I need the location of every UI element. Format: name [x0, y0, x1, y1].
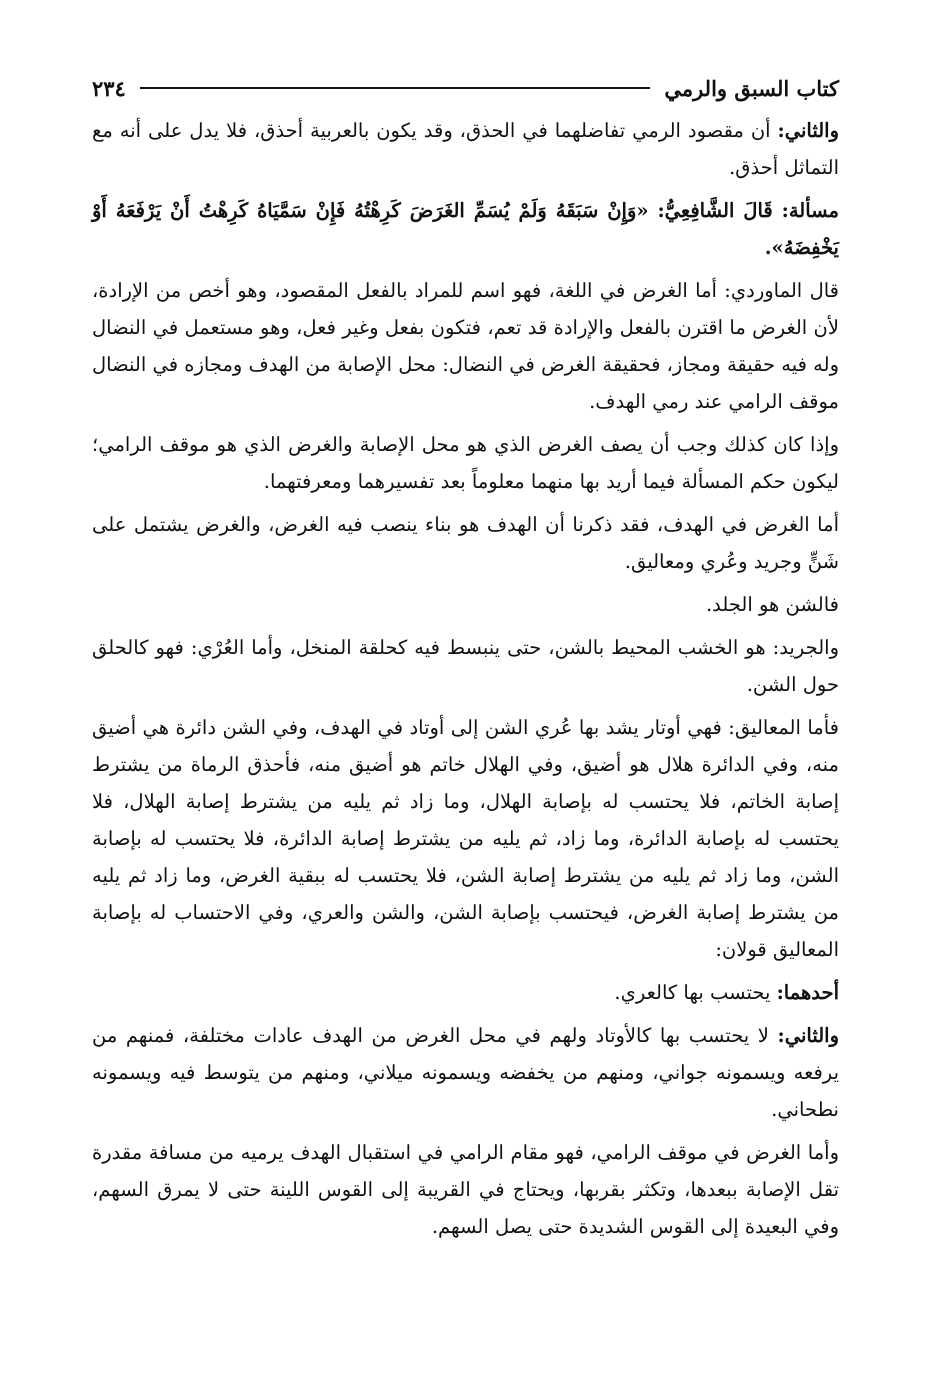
paragraph-text: فأما المعاليق: فهي أوتار يشد بها عُري الشن إلى أوتاد في الهدف، وفي الشن دائرة هي أضيق منه، وفي الدائرة هلال هو أضيق، وفي الهلال خاتم هو أضيق منه، فأحذق الرماة من يشترط إصابة الخاتم، فلا يحتسب له بإصابة الهلال، وما زاد ثم يليه من يشترط إصابة الهلال، فلا يحتسب له بإصابة الدائرة، وما زاد، ثم يليه من يشترط إصابة الدائرة، فلا يحتسب له بإصابة الشن، وما زاد ثم يليه من يشترط إصابة الشن، فلا يحتسب له ببقية الغرض، وما زاد ثم يليه من يشترط إصابة الغرض، فيحتسب بإصابة الشن، والشن والعري، وفي الاحتساب له بإصابة المعاليق قولان:	[92, 716, 839, 961]
paragraph	[92, 974, 839, 1011]
paragraph	[92, 426, 839, 500]
page-number: ٢٣٤	[92, 75, 126, 101]
paragraph	[92, 629, 839, 703]
header-rule	[140, 87, 651, 89]
paragraph-text: «وَإِنْ سَبَقَهُ وَلَمْ يُسَمِّ الغَرَضَ كَرِهْتُهُ فَإِنْ سَمَّيَاهُ كَرِهْتُ أَنْ يَرْفَعَهُ أَوْ يَخْفِضَهُ».	[92, 199, 839, 259]
paragraph-text: وإذا كان كذلك وجب أن يصف الغرض الذي هو محل الإصابة والغرض الذي هو موقف الرامي؛ ليكون حكم المسألة فيما أريد بها منهما معلوماً بعد تفسيرهما ومعرفتهما.	[92, 433, 839, 493]
paragraph	[92, 506, 839, 580]
paragraph-text: يحتسب بها كالعري.	[614, 981, 777, 1004]
paragraph	[92, 1134, 839, 1245]
paragraph-text: فالشن هو الجلد.	[705, 593, 839, 616]
paragraph-lead: والثاني:	[777, 119, 839, 142]
paragraph-lead: والثاني:	[777, 1024, 839, 1047]
page-header	[92, 70, 839, 106]
paragraph	[92, 192, 839, 266]
paragraph-text: لا يحتسب بها كالأوتاد ولهم في محل الغرض من الهدف عادات مختلفة، فمنهم من يرفعه ويسمونه جواني، ومنهم من يخفضه ويسمونه ميلاني، ومنهم من يتوسط فيه ويسمونه نطحاني.	[92, 1024, 839, 1121]
paragraph-text: وأما الغرض في موقف الرامي، فهو مقام الرامي في استقبال الهدف يرميه من مسافة مقدرة تقل الإصابة ببعدها، وتكثر بقربها، ويحتاج في القريبة إلى القوس اللينة حتى لا يمرق السهم، وفي البعيدة إلى القوس الشديدة حتى يصل السهم.	[92, 1141, 839, 1238]
paragraph	[92, 272, 839, 420]
paragraph-text: أما الغرض في الهدف، فقد ذكرنا أن الهدف هو بناء ينصب فيه الغرض، والغرض يشتمل على شَنٍّ وجريد وعُري ومعاليق.	[92, 513, 839, 573]
paragraph	[92, 709, 839, 968]
page-body	[92, 112, 839, 1245]
paragraph-text: والجريد: هو الخشب المحيط بالشن، حتى ينبسط فيه كحلقة المنخل، وأما العُرْي: فهو كالحلق حول الشن.	[92, 636, 839, 696]
paragraph	[92, 112, 839, 186]
paragraph-text: أن مقصود الرمي تفاضلهما في الحذق، وقد يكون بالعربية أحذق، فلا يدل على أنه مع التماثل أحذق.	[92, 119, 839, 179]
paragraph	[92, 1017, 839, 1128]
paragraph-lead: أحدهما:	[776, 981, 839, 1004]
paragraph	[92, 586, 839, 623]
paragraph-text: قال الماوردي: أما الغرض في اللغة، فهو اسم للمراد بالفعل المقصود، وهو أخص من الإرادة، لأن الغرض ما اقترن بالفعل والإرادة قد تعم، فتكون بفعل وغير فعل، وهو مستعمل في النضال وله فيه حقيقة ومجاز، فحقيقة الغرض في النضال: محل الإصابة من الهدف ومجازه في النضال موقف الرامي عند رمي الهدف.	[92, 279, 839, 413]
book-title: كتاب السبق والرمي	[664, 75, 839, 101]
paragraph-lead: مسألة: قَالَ الشَّافِعِيُّ:	[657, 199, 840, 222]
